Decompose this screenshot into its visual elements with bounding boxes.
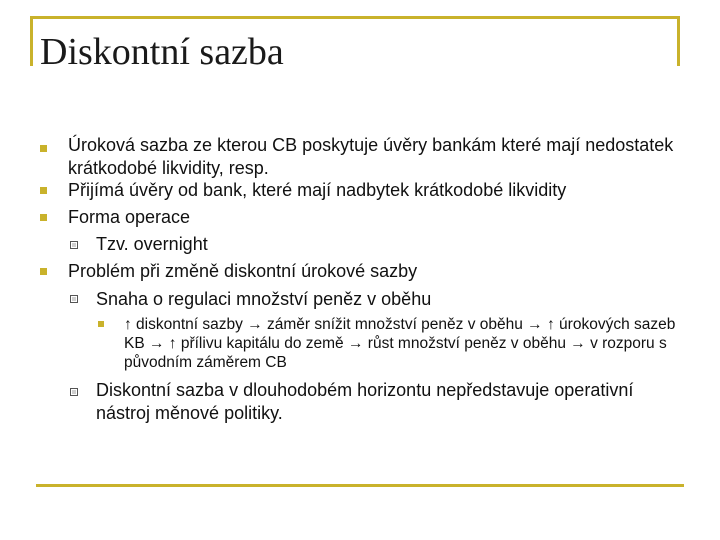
bullet-text-6: Snaha o regulaci množství peněz v oběhu [96,289,432,309]
bullet-square-icon [40,214,47,221]
bullet-text-1: Úroková sazba ze kterou CB poskytuje úvěry bankám které mají nedostatek krátkodobé likvidity, resp. [68,135,674,178]
bullet-square-icon [40,187,47,194]
bullet-text-7: ↑ diskontní sazby → záměr snížit množství peněz v oběhu → ↑ úrokových sazeb KB → ↑ přílivu kapitálu do země → růst množství peněz v oběhu → v rozporu s původním záměrem CB [124,316,676,371]
bottom-rule-decoration [36,484,684,487]
bullet-text-5: Problém při změně diskontní úrokové sazby [68,261,418,281]
bullet-square-icon [40,145,47,152]
bullet-square-icon [98,321,104,327]
bullet-square-icon [40,268,47,275]
bullet-text-3: Forma operace [68,207,191,227]
bullet-text-4: Tzv. overnight [96,234,208,254]
bullet-text-8: Diskontní sazba v dlouhodobém horizontu nepředstavuje operativní nástroj měnové politiky. [96,380,634,423]
bullet-hollow-square-icon [70,241,78,249]
bullet-hollow-square-icon [70,388,78,396]
bullet-text-2: Přijímá úvěry od bank, které mají nadbytek krátkodobé likvidity [68,180,567,200]
bullet-hollow-square-icon [70,295,78,303]
slide-title: Diskontní sazba [40,30,290,74]
